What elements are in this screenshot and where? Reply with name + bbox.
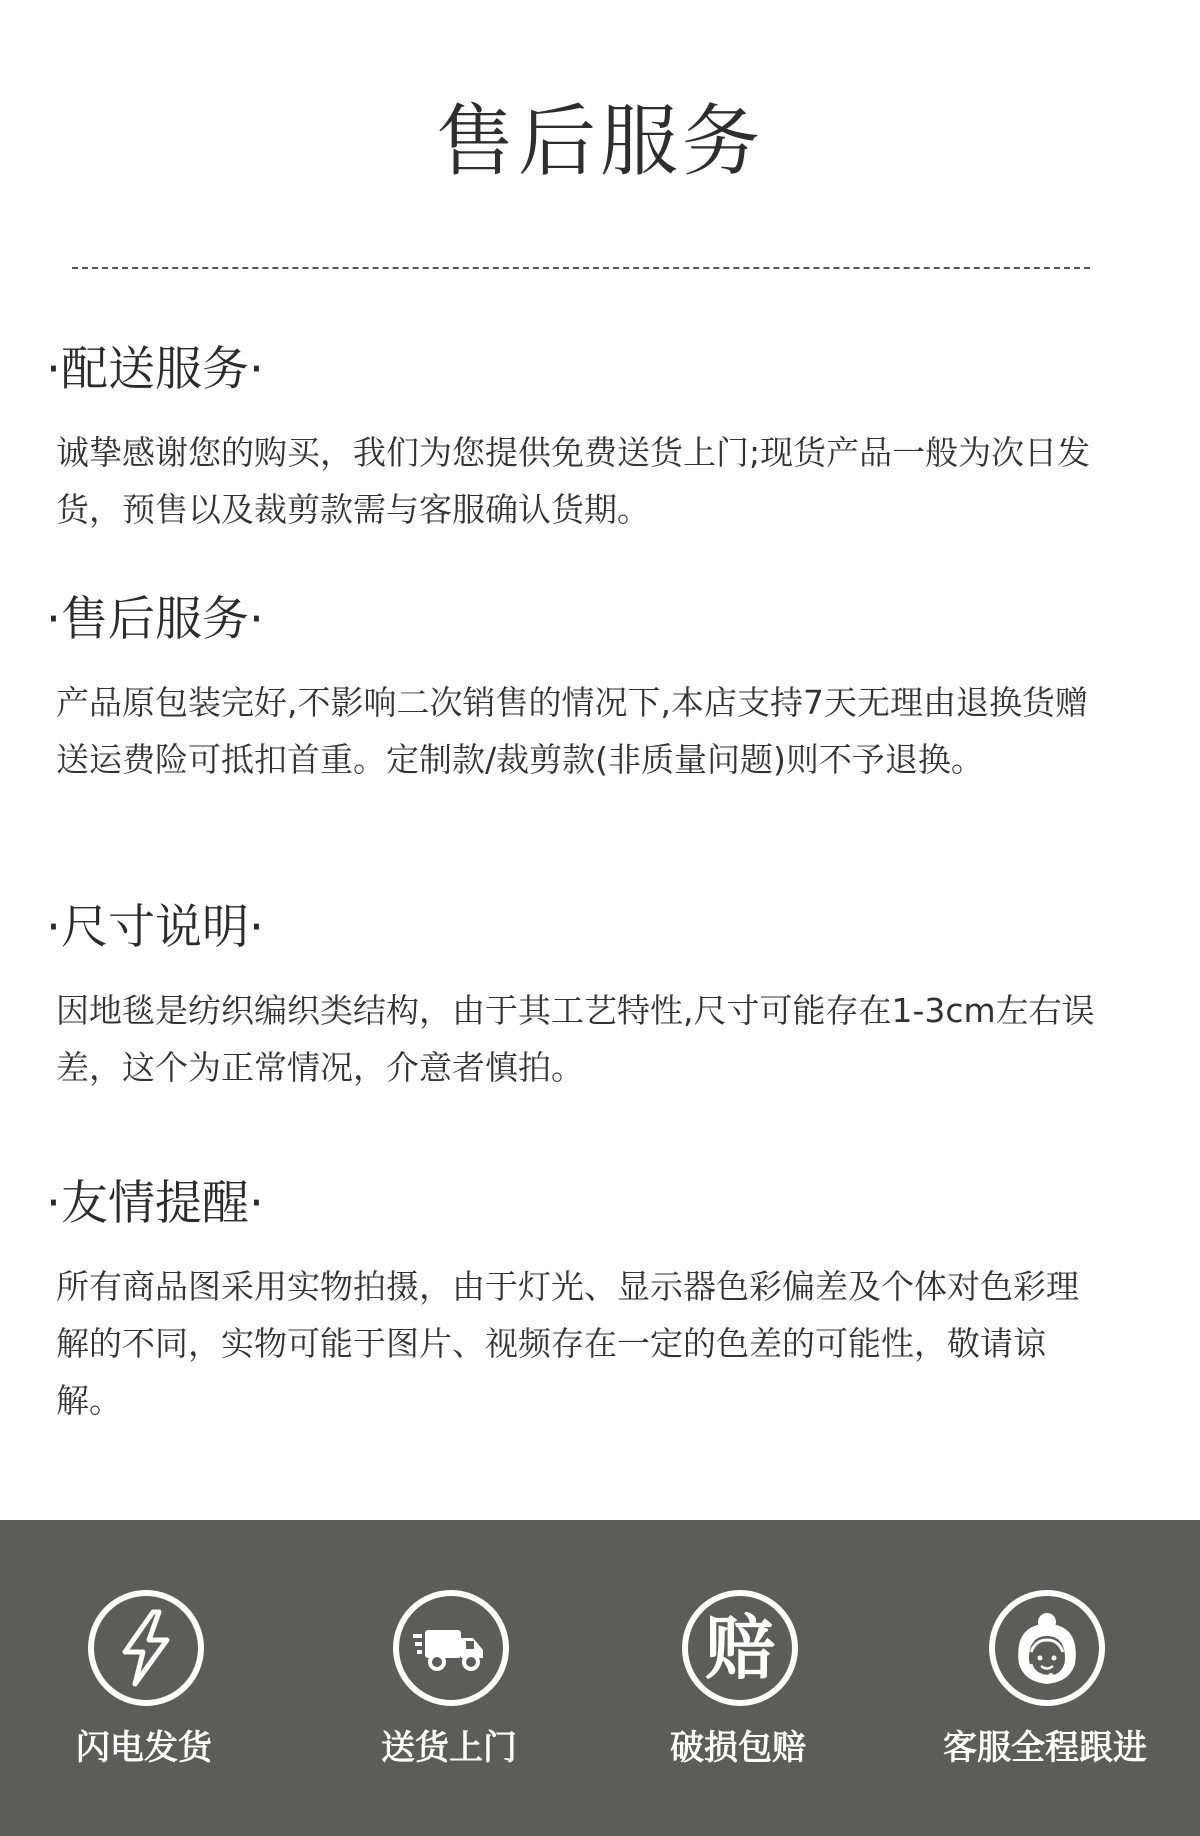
- feature-customer-service: [925, 1590, 1165, 1790]
- feature-label: 破损包赔: [670, 1728, 806, 1768]
- section-heading: ·配送服务·: [46, 342, 264, 397]
- section-body: 产品原包装完好,不影响二次销售的情况下,本店支持7天无理由退换货赠送运费险可抵扣首重。定制款/裁剪款(非质量问题)则不予退换。: [56, 683, 1088, 779]
- feature-label: 客服全程跟进: [943, 1728, 1147, 1768]
- lightning-icon: [88, 1590, 204, 1706]
- feature-label: 送货上门: [381, 1728, 517, 1768]
- customer-service-icon: [989, 1590, 1105, 1706]
- section-body: 诚挚感谢您的购买，我们为您提供免费送货上门;现货产品一般为次日发货，预售以及裁剪款需与客服确认货期。: [56, 433, 1091, 529]
- delivery-truck-icon: [393, 1590, 509, 1706]
- feature-home-delivery: [329, 1590, 569, 1790]
- section-body: 所有商品图采用实物拍摄，由于灯光、显示器色彩偏差及个体对色彩理解的不同，实物可能于图片、视频存在一定的色差的可能性，敬请谅解。: [56, 1267, 1079, 1420]
- compensation-glyph: 赔: [705, 1607, 775, 1689]
- feature-fast-shipping: [24, 1590, 264, 1790]
- section-body: 因地毯是纺织编织类结构，由于其工艺特性,尺寸可能存在1-3cm左右误差，这个为正常情况，介意者慎拍。: [56, 991, 1095, 1087]
- dashed-divider: [72, 267, 1090, 269]
- section-heading: ·尺寸说明·: [46, 900, 264, 955]
- section-heading: ·售后服务·: [46, 592, 264, 647]
- section-heading: ·友情提醒·: [46, 1176, 264, 1231]
- feature-label: 闪电发货: [76, 1728, 212, 1768]
- feature-damage-compensation: [618, 1590, 858, 1790]
- page-title: 售后服务: [435, 97, 764, 187]
- service-features-band: [0, 1520, 1200, 1836]
- compensation-icon: [682, 1590, 798, 1706]
